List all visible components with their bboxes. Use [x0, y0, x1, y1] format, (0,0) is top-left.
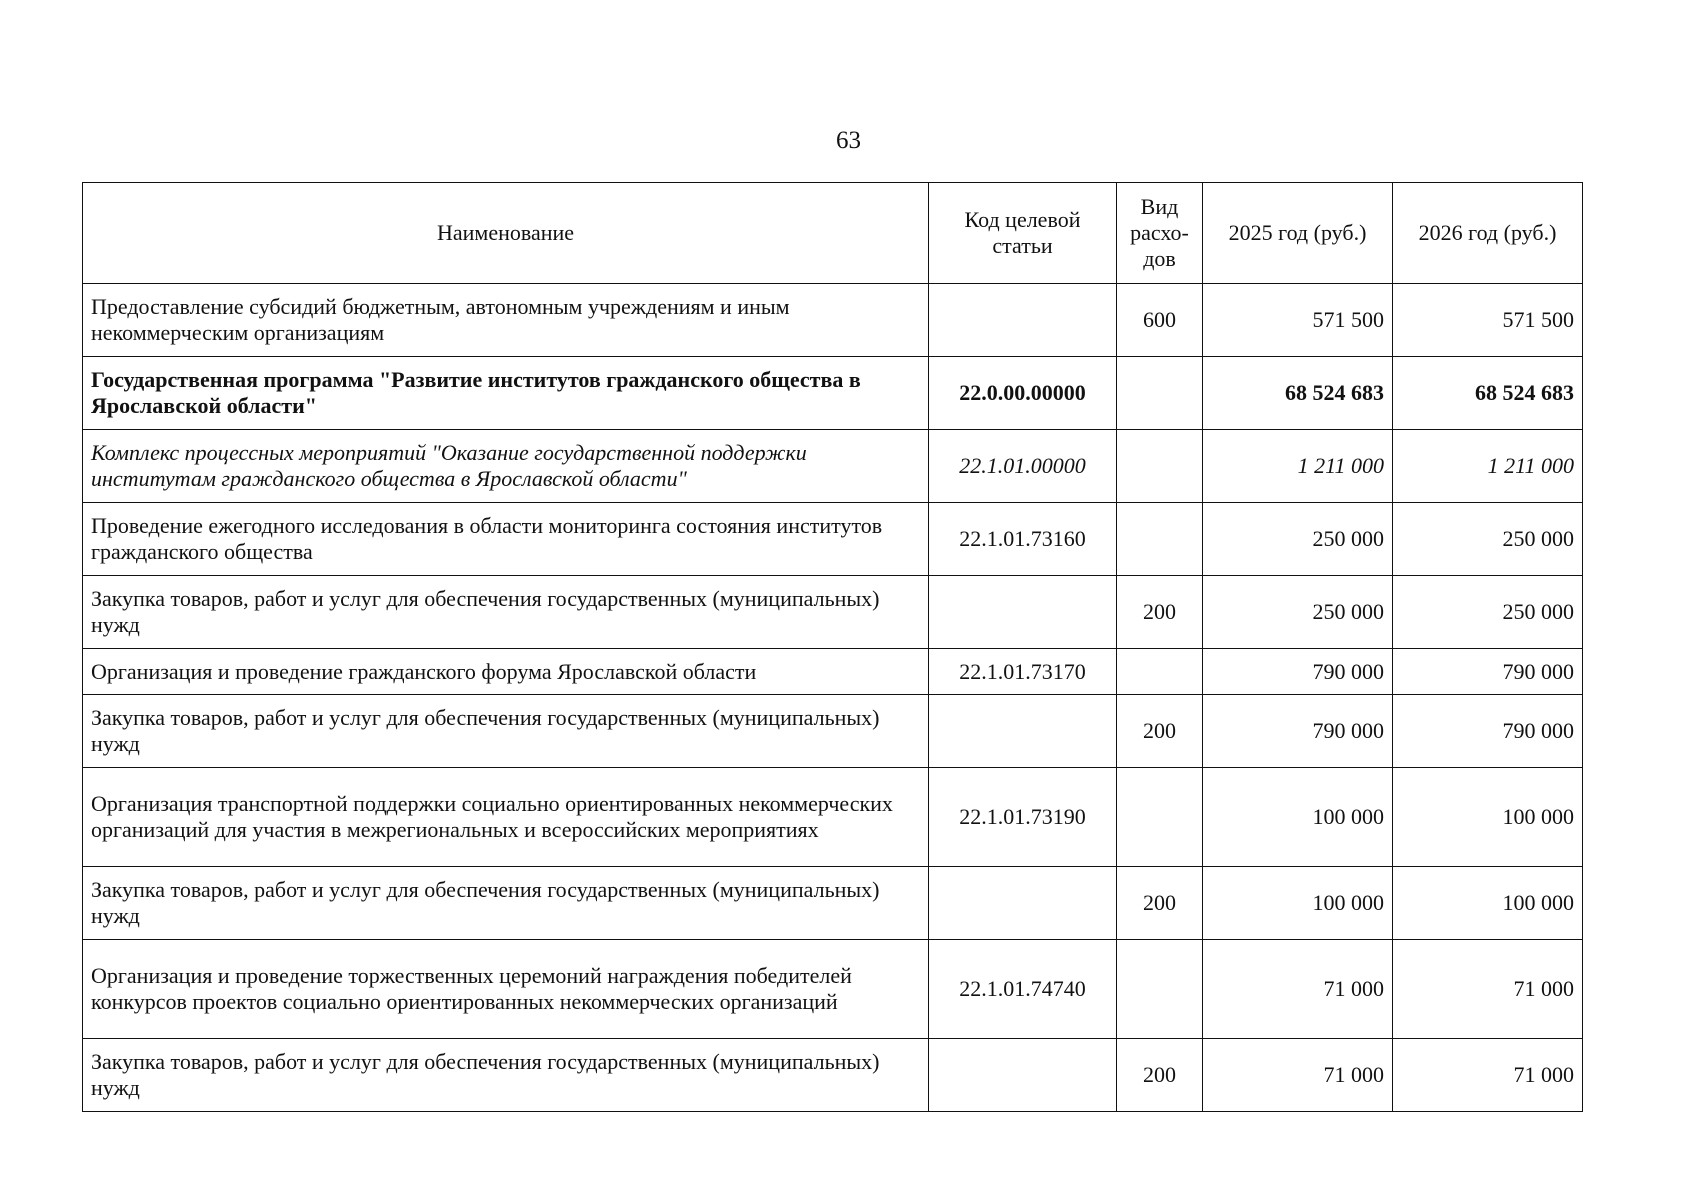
header-year-2025: 2025 год (руб.)	[1203, 183, 1393, 284]
cell-name: Закупка товаров, работ и услуг для обеспечения государственных (муниципальных) нужд	[83, 695, 929, 768]
table-row	[83, 430, 1583, 503]
header-code: Код целевой статьи	[929, 183, 1117, 284]
cell-name: Закупка товаров, работ и услуг для обеспечения государственных (муниципальных) нужд	[83, 867, 929, 940]
cell-amount-2025: 100 000	[1203, 867, 1393, 940]
cell-amount-2025: 68 524 683	[1203, 357, 1393, 430]
cell-name: Закупка товаров, работ и услуг для обеспечения государственных (муниципальных) нужд	[83, 1039, 929, 1112]
cell-expense-type: 200	[1117, 576, 1203, 649]
cell-expense-type	[1117, 768, 1203, 867]
cell-expense-type	[1117, 430, 1203, 503]
cell-amount-2026: 790 000	[1393, 695, 1583, 768]
table-row	[83, 284, 1583, 357]
cell-expense-type	[1117, 357, 1203, 430]
cell-name: Закупка товаров, работ и услуг для обеспечения государственных (муниципальных) нужд	[83, 576, 929, 649]
cell-expense-type	[1117, 503, 1203, 576]
cell-code: 22.1.01.73170	[929, 649, 1117, 695]
cell-expense-type: 200	[1117, 1039, 1203, 1112]
cell-code: 22.1.01.00000	[929, 430, 1117, 503]
budget-table	[82, 182, 1583, 1112]
table-row	[83, 503, 1583, 576]
table-row	[83, 940, 1583, 1039]
table-row	[83, 867, 1583, 940]
cell-name: Проведение ежегодного исследования в области мониторинга состояния институтов гражданского общества	[83, 503, 929, 576]
page-number: 63	[836, 127, 861, 154]
cell-code	[929, 695, 1117, 768]
cell-amount-2025: 790 000	[1203, 649, 1393, 695]
cell-expense-type: 600	[1117, 284, 1203, 357]
cell-amount-2025: 571 500	[1203, 284, 1393, 357]
cell-code	[929, 576, 1117, 649]
cell-name: Комплекс процессных мероприятий "Оказание государственной поддержки институтам гражданского общества в Ярославской области"	[83, 430, 929, 503]
cell-code	[929, 1039, 1117, 1112]
cell-expense-type	[1117, 649, 1203, 695]
cell-name: Предоставление субсидий бюджетным, автономным учреждениям и иным некоммерческим организациям	[83, 284, 929, 357]
cell-code: 22.0.00.00000	[929, 357, 1117, 430]
cell-amount-2026: 100 000	[1393, 768, 1583, 867]
header-name: Наименование	[83, 183, 929, 284]
cell-amount-2026: 68 524 683	[1393, 357, 1583, 430]
cell-amount-2026: 100 000	[1393, 867, 1583, 940]
cell-amount-2025: 71 000	[1203, 940, 1393, 1039]
cell-name: Государственная программа "Развитие институтов гражданского общества в Ярославской области"	[83, 357, 929, 430]
cell-expense-type	[1117, 940, 1203, 1039]
table-header-row	[83, 183, 1583, 284]
cell-amount-2026: 71 000	[1393, 1039, 1583, 1112]
cell-amount-2026: 71 000	[1393, 940, 1583, 1039]
cell-name: Организация транспортной поддержки социально ориентированных некоммерческих организаций для участия в межрегиональных и всероссийских мероприятиях	[83, 768, 929, 867]
cell-code	[929, 284, 1117, 357]
cell-amount-2026: 1 211 000	[1393, 430, 1583, 503]
cell-amount-2025: 100 000	[1203, 768, 1393, 867]
table-body	[83, 284, 1583, 1112]
table-row	[83, 576, 1583, 649]
cell-amount-2025: 790 000	[1203, 695, 1393, 768]
header-expense-type: Вид расхо-дов	[1117, 183, 1203, 284]
cell-amount-2026: 571 500	[1393, 284, 1583, 357]
cell-amount-2025: 71 000	[1203, 1039, 1393, 1112]
cell-code: 22.1.01.73160	[929, 503, 1117, 576]
cell-amount-2025: 250 000	[1203, 503, 1393, 576]
table-row	[83, 695, 1583, 768]
table-row	[83, 1039, 1583, 1112]
cell-code: 22.1.01.74740	[929, 940, 1117, 1039]
cell-amount-2026: 250 000	[1393, 503, 1583, 576]
cell-amount-2025: 250 000	[1203, 576, 1393, 649]
cell-expense-type: 200	[1117, 867, 1203, 940]
table-row	[83, 649, 1583, 695]
cell-code	[929, 867, 1117, 940]
table-row	[83, 357, 1583, 430]
header-year-2026: 2026 год (руб.)	[1393, 183, 1583, 284]
cell-code: 22.1.01.73190	[929, 768, 1117, 867]
cell-amount-2026: 250 000	[1393, 576, 1583, 649]
cell-name: Организация и проведение торжественных церемоний награждения победителей конкурсов проектов социально ориентированных некоммерческих организаций	[83, 940, 929, 1039]
table-row	[83, 768, 1583, 867]
cell-expense-type: 200	[1117, 695, 1203, 768]
cell-amount-2025: 1 211 000	[1203, 430, 1393, 503]
cell-amount-2026: 790 000	[1393, 649, 1583, 695]
cell-name: Организация и проведение гражданского форума Ярославской области	[83, 649, 929, 695]
